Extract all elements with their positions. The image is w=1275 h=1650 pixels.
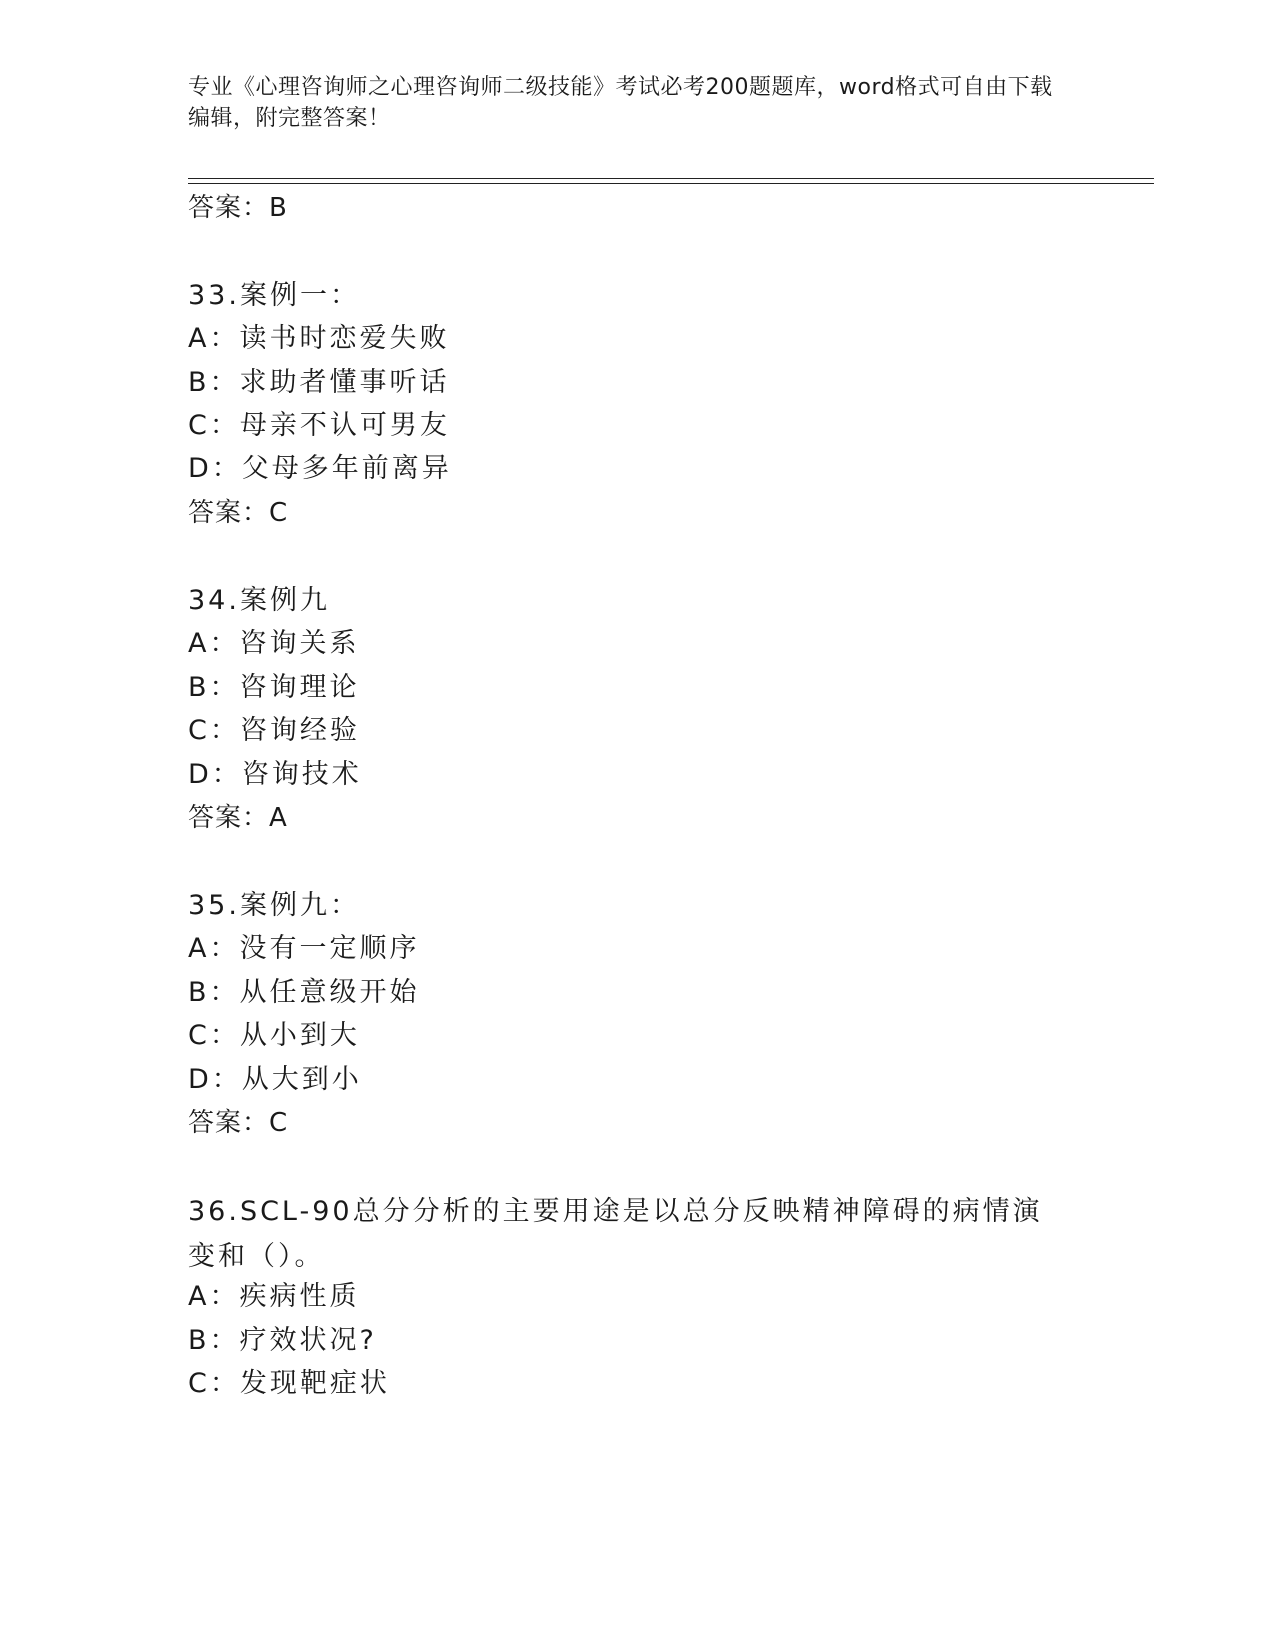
option-c: C：咨询经验 xyxy=(188,715,360,746)
question-stem: 35.案例九： xyxy=(188,890,360,921)
answer-line: 答案：C xyxy=(188,1108,289,1138)
option-a: A：咨询关系 xyxy=(188,628,360,659)
answer-line: 答案：C xyxy=(188,498,289,528)
option-d: D：咨询技术 xyxy=(188,759,362,790)
option-d: D：父母多年前离异 xyxy=(188,453,452,484)
option-b: B：从任意级开始 xyxy=(188,977,420,1008)
document-header: 专业《心理咨询师之心理咨询师二级技能》考试必考200题题库，word格式可自由下载编辑，附完整答案！ xyxy=(188,75,1053,131)
answer-line: 答案：B xyxy=(188,193,288,223)
option-d: D：从大到小 xyxy=(188,1064,362,1095)
answer-line: 答案：A xyxy=(188,803,288,833)
header-divider-top xyxy=(188,178,1154,179)
option-b: B：咨询理论 xyxy=(188,672,360,703)
option-a: A：没有一定顺序 xyxy=(188,933,420,964)
question-stem: 33.案例一： xyxy=(188,280,360,311)
option-a: A：疾病性质 xyxy=(188,1281,360,1312)
question-stem: 34.案例九 xyxy=(188,585,330,616)
option-c: C：从小到大 xyxy=(188,1020,360,1051)
question-stem: 36.SCL-90总分分析的主要用途是以总分反映精神障碍的病情演变和（）。 xyxy=(188,1196,1043,1272)
option-b: B：求助者懂事听话 xyxy=(188,367,450,398)
option-c: C：母亲不认可男友 xyxy=(188,410,450,441)
header-divider-bottom xyxy=(188,183,1154,184)
option-b: B：疗效状况? xyxy=(188,1325,377,1356)
option-a: A：读书时恋爱失败 xyxy=(188,323,450,354)
option-c: C：发现靶症状 xyxy=(188,1368,390,1399)
